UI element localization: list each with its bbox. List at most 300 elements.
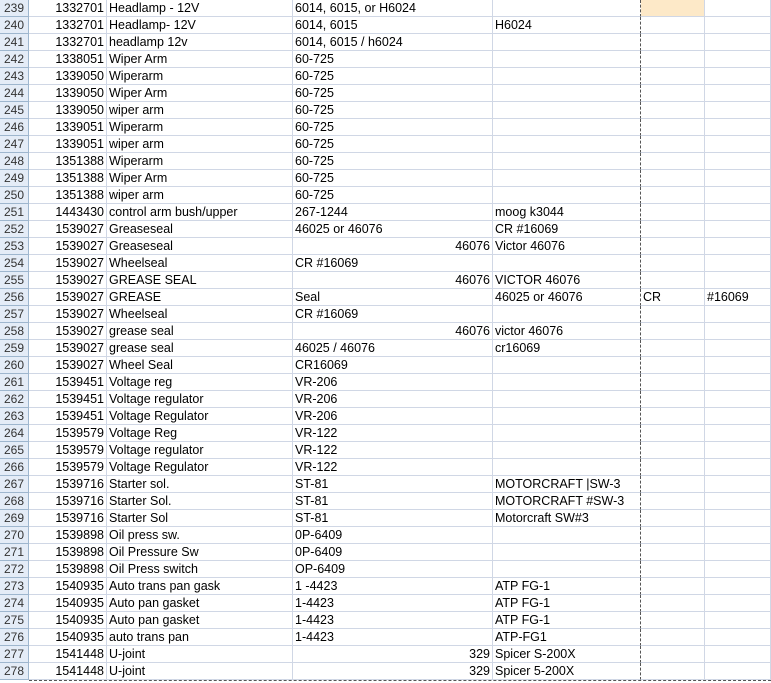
cell-col-d[interactable]: ATP FG-1 bbox=[493, 578, 641, 595]
cell-col-d[interactable]: Motorcraft SW#3 bbox=[493, 510, 641, 527]
cell-col-c[interactable]: 46076 bbox=[293, 238, 493, 255]
cell-col-e[interactable] bbox=[641, 510, 705, 527]
cell-col-e[interactable] bbox=[641, 170, 705, 187]
table-row bbox=[0, 527, 771, 544]
cell-col-a[interactable]: 1351388 bbox=[29, 153, 107, 170]
cell-col-e[interactable] bbox=[641, 187, 705, 204]
cell-col-f[interactable]: #16069 bbox=[705, 289, 771, 306]
cell-col-e[interactable] bbox=[641, 544, 705, 561]
cell-col-a[interactable]: 1540935 bbox=[29, 595, 107, 612]
cell-col-c[interactable]: 6014, 6015 / h6024 bbox=[293, 34, 493, 51]
cell-col-b[interactable]: Voltage regulator bbox=[107, 442, 293, 459]
cell-col-b[interactable]: wiper arm bbox=[107, 187, 293, 204]
cell-col-b[interactable]: Wiperarm bbox=[107, 68, 293, 85]
row-header[interactable]: 249 bbox=[0, 170, 29, 187]
cell-col-a[interactable]: 1539451 bbox=[29, 374, 107, 391]
row-header[interactable]: 251 bbox=[0, 204, 29, 221]
table-row bbox=[0, 238, 771, 255]
cell-col-a[interactable]: 1443430 bbox=[29, 204, 107, 221]
cell-col-c[interactable]: 60-725 bbox=[293, 85, 493, 102]
cell-col-e[interactable] bbox=[641, 238, 705, 255]
row-header[interactable]: 252 bbox=[0, 221, 29, 238]
cell-col-e[interactable] bbox=[641, 51, 705, 68]
cell-col-a[interactable]: 1539579 bbox=[29, 442, 107, 459]
cell-col-b[interactable]: Voltage regulator bbox=[107, 391, 293, 408]
row-header[interactable]: 275 bbox=[0, 612, 29, 629]
cell-col-d[interactable] bbox=[493, 136, 641, 153]
cell-col-e[interactable] bbox=[641, 17, 705, 34]
row-header[interactable]: 268 bbox=[0, 493, 29, 510]
cell-col-d[interactable] bbox=[493, 102, 641, 119]
row-header[interactable]: 274 bbox=[0, 595, 29, 612]
cell-col-d[interactable] bbox=[493, 408, 641, 425]
cell-col-c[interactable]: 46076 bbox=[293, 272, 493, 289]
cell-col-f[interactable] bbox=[705, 510, 771, 527]
cell-col-e[interactable] bbox=[641, 612, 705, 629]
cell-col-f[interactable] bbox=[705, 170, 771, 187]
cell-col-b[interactable]: Wiperarm bbox=[107, 153, 293, 170]
cell-col-a[interactable]: 1539451 bbox=[29, 391, 107, 408]
cell-col-e[interactable] bbox=[641, 0, 705, 17]
cell-col-c[interactable]: VR-206 bbox=[293, 374, 493, 391]
cell-col-d[interactable]: CR #16069 bbox=[493, 221, 641, 238]
row-header[interactable]: 247 bbox=[0, 136, 29, 153]
cell-col-d[interactable]: victor 46076 bbox=[493, 323, 641, 340]
cell-col-c[interactable]: 6014, 6015, or H6024 bbox=[293, 0, 493, 17]
cell-col-e[interactable] bbox=[641, 102, 705, 119]
cell-col-e[interactable] bbox=[641, 408, 705, 425]
cell-col-d[interactable]: MOTORCRAFT #SW-3 bbox=[493, 493, 641, 510]
row-header[interactable]: 276 bbox=[0, 629, 29, 646]
row-header[interactable]: 266 bbox=[0, 459, 29, 476]
cell-col-a[interactable]: 1351388 bbox=[29, 170, 107, 187]
cell-col-e[interactable] bbox=[641, 646, 705, 663]
row-header[interactable]: 246 bbox=[0, 119, 29, 136]
row-header[interactable]: 271 bbox=[0, 544, 29, 561]
table-row bbox=[0, 476, 771, 493]
cell-col-a[interactable]: 1339051 bbox=[29, 119, 107, 136]
cell-col-e[interactable] bbox=[641, 272, 705, 289]
cell-col-f[interactable] bbox=[705, 595, 771, 612]
cell-col-f[interactable] bbox=[705, 340, 771, 357]
cell-col-a[interactable]: 1539027 bbox=[29, 340, 107, 357]
cell-col-e[interactable] bbox=[641, 221, 705, 238]
cell-col-a[interactable]: 1339050 bbox=[29, 68, 107, 85]
cell-col-f[interactable] bbox=[705, 629, 771, 646]
row-header[interactable]: 277 bbox=[0, 646, 29, 663]
cell-col-d[interactable] bbox=[493, 68, 641, 85]
cell-col-b[interactable]: Wiper Arm bbox=[107, 51, 293, 68]
cell-col-f[interactable] bbox=[705, 17, 771, 34]
cell-col-b[interactable]: Oil Press switch bbox=[107, 561, 293, 578]
cell-col-a[interactable]: 1540935 bbox=[29, 612, 107, 629]
cell-col-a[interactable]: 1539898 bbox=[29, 561, 107, 578]
cell-col-e[interactable] bbox=[641, 442, 705, 459]
cell-col-c[interactable]: CR #16069 bbox=[293, 255, 493, 272]
cell-col-a[interactable]: 1540935 bbox=[29, 578, 107, 595]
cell-col-f[interactable] bbox=[705, 476, 771, 493]
cell-col-c[interactable]: VR-122 bbox=[293, 442, 493, 459]
row-header[interactable]: 241 bbox=[0, 34, 29, 51]
cell-col-b[interactable]: Greaseseal bbox=[107, 221, 293, 238]
cell-col-c[interactable]: 1 -4423 bbox=[293, 578, 493, 595]
table-row bbox=[0, 17, 771, 34]
cell-col-e[interactable] bbox=[641, 204, 705, 221]
cell-col-c[interactable]: 60-725 bbox=[293, 102, 493, 119]
cell-col-c[interactable]: 46025 or 46076 bbox=[293, 221, 493, 238]
cell-col-f[interactable] bbox=[705, 34, 771, 51]
cell-col-d[interactable]: ATP FG-1 bbox=[493, 612, 641, 629]
cell-col-e[interactable] bbox=[641, 629, 705, 646]
table-row bbox=[0, 323, 771, 340]
cell-col-c[interactable]: 46076 bbox=[293, 323, 493, 340]
cell-col-a[interactable]: 1539027 bbox=[29, 221, 107, 238]
row-header[interactable]: 272 bbox=[0, 561, 29, 578]
cell-col-c[interactable]: ST-81 bbox=[293, 493, 493, 510]
row-header[interactable]: 255 bbox=[0, 272, 29, 289]
cell-col-e[interactable] bbox=[641, 340, 705, 357]
cell-col-a[interactable]: 1541448 bbox=[29, 663, 107, 680]
row-header[interactable]: 261 bbox=[0, 374, 29, 391]
cell-col-d[interactable] bbox=[493, 544, 641, 561]
table-row bbox=[0, 51, 771, 68]
cell-col-f[interactable] bbox=[705, 612, 771, 629]
cell-col-f[interactable] bbox=[705, 357, 771, 374]
cell-col-c[interactable]: 267-1244 bbox=[293, 204, 493, 221]
cell-col-e[interactable] bbox=[641, 374, 705, 391]
table-row bbox=[0, 510, 771, 527]
table-row bbox=[0, 34, 771, 51]
cell-col-b[interactable]: Headlamp - 12V bbox=[107, 0, 293, 17]
cell-col-c[interactable]: 60-725 bbox=[293, 153, 493, 170]
cell-col-d[interactable]: ATP-FG1 bbox=[493, 629, 641, 646]
cell-col-a[interactable]: 1539898 bbox=[29, 527, 107, 544]
cell-col-d[interactable] bbox=[493, 119, 641, 136]
row-header[interactable]: 257 bbox=[0, 306, 29, 323]
cell-col-f[interactable] bbox=[705, 459, 771, 476]
cell-col-c[interactable]: VR-122 bbox=[293, 459, 493, 476]
row-header[interactable]: 269 bbox=[0, 510, 29, 527]
cell-col-b[interactable]: U-joint bbox=[107, 646, 293, 663]
cell-col-a[interactable]: 1539027 bbox=[29, 306, 107, 323]
table-row bbox=[0, 170, 771, 187]
cell-col-a[interactable]: 1539027 bbox=[29, 357, 107, 374]
cell-col-f[interactable] bbox=[705, 544, 771, 561]
cell-col-c[interactable]: 46025 / 46076 bbox=[293, 340, 493, 357]
cell-col-c[interactable]: 60-725 bbox=[293, 136, 493, 153]
cell-col-b[interactable]: GREASE bbox=[107, 289, 293, 306]
cell-col-d[interactable] bbox=[493, 0, 641, 17]
row-header[interactable]: 260 bbox=[0, 357, 29, 374]
cell-col-d[interactable] bbox=[493, 187, 641, 204]
row-header[interactable]: 262 bbox=[0, 391, 29, 408]
cell-col-a[interactable]: 1539027 bbox=[29, 255, 107, 272]
cell-col-f[interactable] bbox=[705, 646, 771, 663]
cell-col-b[interactable]: Voltage Regulator bbox=[107, 408, 293, 425]
cell-col-f[interactable] bbox=[705, 85, 771, 102]
cell-col-f[interactable] bbox=[705, 187, 771, 204]
cell-col-d[interactable]: 46025 or 46076 bbox=[493, 289, 641, 306]
cell-col-d[interactable] bbox=[493, 425, 641, 442]
cell-col-b[interactable]: Auto pan gasket bbox=[107, 612, 293, 629]
row-header[interactable]: 244 bbox=[0, 85, 29, 102]
row-header[interactable]: 254 bbox=[0, 255, 29, 272]
cell-col-c[interactable]: Seal bbox=[293, 289, 493, 306]
table-row bbox=[0, 0, 771, 17]
cell-col-d[interactable] bbox=[493, 51, 641, 68]
cell-col-a[interactable]: 1540935 bbox=[29, 629, 107, 646]
table-row bbox=[0, 153, 771, 170]
cell-col-c[interactable]: 60-725 bbox=[293, 187, 493, 204]
cell-col-f[interactable] bbox=[705, 136, 771, 153]
cell-col-d[interactable] bbox=[493, 170, 641, 187]
cell-col-c[interactable]: 329 bbox=[293, 663, 493, 680]
cell-col-b[interactable]: Auto pan gasket bbox=[107, 595, 293, 612]
cell-col-a[interactable]: 1339051 bbox=[29, 136, 107, 153]
row-header[interactable]: 278 bbox=[0, 663, 29, 680]
cell-col-b[interactable]: Starter sol. bbox=[107, 476, 293, 493]
row-header[interactable]: 264 bbox=[0, 425, 29, 442]
row-header[interactable]: 250 bbox=[0, 187, 29, 204]
cell-col-e[interactable] bbox=[641, 476, 705, 493]
cell-col-b[interactable]: Oil press sw. bbox=[107, 527, 293, 544]
cell-col-f[interactable] bbox=[705, 153, 771, 170]
cell-col-c[interactable]: 1-4423 bbox=[293, 595, 493, 612]
cell-col-d[interactable] bbox=[493, 357, 641, 374]
cell-col-a[interactable]: 1539027 bbox=[29, 272, 107, 289]
cell-col-e[interactable] bbox=[641, 306, 705, 323]
cell-col-d[interactable]: moog k3044 bbox=[493, 204, 641, 221]
row-header[interactable]: 273 bbox=[0, 578, 29, 595]
cell-col-d[interactable] bbox=[493, 85, 641, 102]
cell-col-a[interactable]: 1339050 bbox=[29, 102, 107, 119]
cell-col-d[interactable] bbox=[493, 391, 641, 408]
cell-col-e[interactable] bbox=[641, 119, 705, 136]
cell-col-d[interactable]: Victor 46076 bbox=[493, 238, 641, 255]
row-header[interactable]: 258 bbox=[0, 323, 29, 340]
row-header[interactable]: 248 bbox=[0, 153, 29, 170]
cell-col-b[interactable]: auto trans pan bbox=[107, 629, 293, 646]
row-header[interactable]: 245 bbox=[0, 102, 29, 119]
cell-col-d[interactable]: MOTORCRAFT |SW-3 bbox=[493, 476, 641, 493]
cell-col-c[interactable]: 329 bbox=[293, 646, 493, 663]
cell-col-b[interactable]: Starter Sol bbox=[107, 510, 293, 527]
cell-col-a[interactable]: 1332701 bbox=[29, 34, 107, 51]
cell-col-f[interactable] bbox=[705, 102, 771, 119]
cell-col-b[interactable]: Wheelseal bbox=[107, 255, 293, 272]
cell-col-f[interactable] bbox=[705, 68, 771, 85]
row-header[interactable]: 263 bbox=[0, 408, 29, 425]
cell-col-c[interactable]: 6014, 6015 bbox=[293, 17, 493, 34]
cell-col-d[interactable] bbox=[493, 561, 641, 578]
cell-col-b[interactable]: Headlamp- 12V bbox=[107, 17, 293, 34]
cell-col-c[interactable]: CR16069 bbox=[293, 357, 493, 374]
cell-col-d[interactable] bbox=[493, 306, 641, 323]
cell-col-b[interactable]: grease seal bbox=[107, 340, 293, 357]
cell-col-f[interactable] bbox=[705, 238, 771, 255]
cell-col-e[interactable] bbox=[641, 153, 705, 170]
table-row bbox=[0, 561, 771, 578]
cell-col-b[interactable]: Voltage Regulator bbox=[107, 459, 293, 476]
cell-col-b[interactable]: wiper arm bbox=[107, 102, 293, 119]
cell-col-a[interactable]: 1539716 bbox=[29, 493, 107, 510]
cell-col-f[interactable] bbox=[705, 51, 771, 68]
cell-col-b[interactable]: Oil Pressure Sw bbox=[107, 544, 293, 561]
cell-col-f[interactable] bbox=[705, 391, 771, 408]
cell-col-d[interactable]: Spicer S-200X bbox=[493, 646, 641, 663]
cell-col-c[interactable]: CR #16069 bbox=[293, 306, 493, 323]
cell-col-b[interactable]: Starter Sol. bbox=[107, 493, 293, 510]
row-header[interactable]: 239 bbox=[0, 0, 29, 17]
cell-col-f[interactable] bbox=[705, 374, 771, 391]
cell-col-e[interactable]: CR bbox=[641, 289, 705, 306]
cell-col-a[interactable]: 1539716 bbox=[29, 476, 107, 493]
cell-col-b[interactable]: wiper arm bbox=[107, 136, 293, 153]
cell-col-f[interactable] bbox=[705, 425, 771, 442]
cell-col-b[interactable]: control arm bush/upper bbox=[107, 204, 293, 221]
cell-col-f[interactable] bbox=[705, 255, 771, 272]
cell-col-c[interactable]: VR-122 bbox=[293, 425, 493, 442]
cell-col-f[interactable] bbox=[705, 442, 771, 459]
row-header[interactable]: 270 bbox=[0, 527, 29, 544]
cell-col-d[interactable]: Spicer 5-200X bbox=[493, 663, 641, 680]
cell-col-c[interactable]: VR-206 bbox=[293, 391, 493, 408]
row-header[interactable]: 267 bbox=[0, 476, 29, 493]
cell-col-c[interactable]: VR-206 bbox=[293, 408, 493, 425]
cell-col-d[interactable]: VICTOR 46076 bbox=[493, 272, 641, 289]
cell-col-d[interactable] bbox=[493, 34, 641, 51]
cell-col-b[interactable]: Voltage reg bbox=[107, 374, 293, 391]
cell-col-a[interactable]: 1351388 bbox=[29, 187, 107, 204]
cell-col-b[interactable]: U-joint bbox=[107, 663, 293, 680]
cell-col-f[interactable] bbox=[705, 663, 771, 680]
cell-col-b[interactable]: Wiperarm bbox=[107, 119, 293, 136]
cell-col-e[interactable] bbox=[641, 595, 705, 612]
table-row bbox=[0, 391, 771, 408]
cell-col-b[interactable]: Wheel Seal bbox=[107, 357, 293, 374]
row-header[interactable]: 240 bbox=[0, 17, 29, 34]
row-header[interactable]: 259 bbox=[0, 340, 29, 357]
cell-col-a[interactable]: 1539027 bbox=[29, 289, 107, 306]
cell-col-b[interactable]: GREASE SEAL bbox=[107, 272, 293, 289]
cell-col-f[interactable] bbox=[705, 323, 771, 340]
cell-col-e[interactable] bbox=[641, 561, 705, 578]
cell-col-e[interactable] bbox=[641, 136, 705, 153]
cell-col-a[interactable]: 1539579 bbox=[29, 425, 107, 442]
cell-col-f[interactable] bbox=[705, 408, 771, 425]
cell-col-e[interactable] bbox=[641, 527, 705, 544]
table-row bbox=[0, 340, 771, 357]
table-row bbox=[0, 255, 771, 272]
cell-col-a[interactable]: 1332701 bbox=[29, 17, 107, 34]
cell-col-c[interactable]: 60-725 bbox=[293, 68, 493, 85]
table-row bbox=[0, 85, 771, 102]
cell-col-d[interactable] bbox=[493, 374, 641, 391]
cell-col-a[interactable]: 1541448 bbox=[29, 646, 107, 663]
cell-col-f[interactable] bbox=[705, 204, 771, 221]
cell-col-a[interactable]: 1539716 bbox=[29, 510, 107, 527]
row-header[interactable]: 253 bbox=[0, 238, 29, 255]
cell-col-a[interactable]: 1539898 bbox=[29, 544, 107, 561]
cell-col-f[interactable] bbox=[705, 493, 771, 510]
cell-col-d[interactable] bbox=[493, 255, 641, 272]
cell-col-c[interactable]: 60-725 bbox=[293, 119, 493, 136]
cell-col-d[interactable]: ATP FG-1 bbox=[493, 595, 641, 612]
cell-col-f[interactable] bbox=[705, 0, 771, 17]
cell-col-e[interactable] bbox=[641, 459, 705, 476]
cell-col-d[interactable] bbox=[493, 153, 641, 170]
cell-col-f[interactable] bbox=[705, 527, 771, 544]
cell-col-e[interactable] bbox=[641, 323, 705, 340]
cell-col-d[interactable]: cr16069 bbox=[493, 340, 641, 357]
row-header[interactable]: 265 bbox=[0, 442, 29, 459]
cell-col-c[interactable]: 60-725 bbox=[293, 170, 493, 187]
cell-col-e[interactable] bbox=[641, 85, 705, 102]
cell-col-c[interactable]: 0P-6409 bbox=[293, 527, 493, 544]
table-row bbox=[0, 272, 771, 289]
table-row bbox=[0, 102, 771, 119]
cell-col-a[interactable]: 1539027 bbox=[29, 323, 107, 340]
row-header[interactable]: 243 bbox=[0, 68, 29, 85]
cell-col-e[interactable] bbox=[641, 425, 705, 442]
cell-col-b[interactable]: Auto trans pan gask bbox=[107, 578, 293, 595]
cell-col-f[interactable] bbox=[705, 119, 771, 136]
cell-col-c[interactable]: OP-6409 bbox=[293, 561, 493, 578]
table-row bbox=[0, 187, 771, 204]
cell-col-f[interactable] bbox=[705, 306, 771, 323]
cell-col-b[interactable]: Wiper Arm bbox=[107, 85, 293, 102]
cell-col-e[interactable] bbox=[641, 493, 705, 510]
cell-col-e[interactable] bbox=[641, 68, 705, 85]
cell-col-f[interactable] bbox=[705, 578, 771, 595]
cell-col-c[interactable]: 0P-6409 bbox=[293, 544, 493, 561]
cell-col-b[interactable]: Wheelseal bbox=[107, 306, 293, 323]
cell-col-e[interactable] bbox=[641, 663, 705, 680]
cell-col-b[interactable]: Greaseseal bbox=[107, 238, 293, 255]
cell-col-f[interactable] bbox=[705, 561, 771, 578]
cell-col-b[interactable]: grease seal bbox=[107, 323, 293, 340]
cell-col-e[interactable] bbox=[641, 357, 705, 374]
cell-col-b[interactable]: headlamp 12v bbox=[107, 34, 293, 51]
cell-col-b[interactable]: Wiper Arm bbox=[107, 170, 293, 187]
table-row bbox=[0, 595, 771, 612]
row-header[interactable]: 242 bbox=[0, 51, 29, 68]
cell-col-e[interactable] bbox=[641, 391, 705, 408]
cell-col-b[interactable]: Voltage Reg bbox=[107, 425, 293, 442]
cell-col-c[interactable]: 1-4423 bbox=[293, 612, 493, 629]
cell-col-a[interactable]: 1539451 bbox=[29, 408, 107, 425]
cell-col-c[interactable]: ST-81 bbox=[293, 510, 493, 527]
cell-col-a[interactable]: 1332701 bbox=[29, 0, 107, 17]
cell-col-a[interactable]: 1539027 bbox=[29, 238, 107, 255]
cell-col-a[interactable]: 1539579 bbox=[29, 459, 107, 476]
cell-col-f[interactable] bbox=[705, 221, 771, 238]
cell-col-f[interactable] bbox=[705, 272, 771, 289]
row-header[interactable]: 256 bbox=[0, 289, 29, 306]
cell-col-c[interactable]: 60-725 bbox=[293, 51, 493, 68]
cell-col-e[interactable] bbox=[641, 255, 705, 272]
cell-col-c[interactable]: 1-4423 bbox=[293, 629, 493, 646]
cell-col-d[interactable] bbox=[493, 527, 641, 544]
cell-col-d[interactable]: H6024 bbox=[493, 17, 641, 34]
cell-col-c[interactable]: ST-81 bbox=[293, 476, 493, 493]
cell-col-a[interactable]: 1339050 bbox=[29, 85, 107, 102]
cell-col-a[interactable]: 1338051 bbox=[29, 51, 107, 68]
cell-col-e[interactable] bbox=[641, 34, 705, 51]
cell-col-e[interactable] bbox=[641, 578, 705, 595]
cell-col-d[interactable] bbox=[493, 442, 641, 459]
cell-col-d[interactable] bbox=[493, 459, 641, 476]
